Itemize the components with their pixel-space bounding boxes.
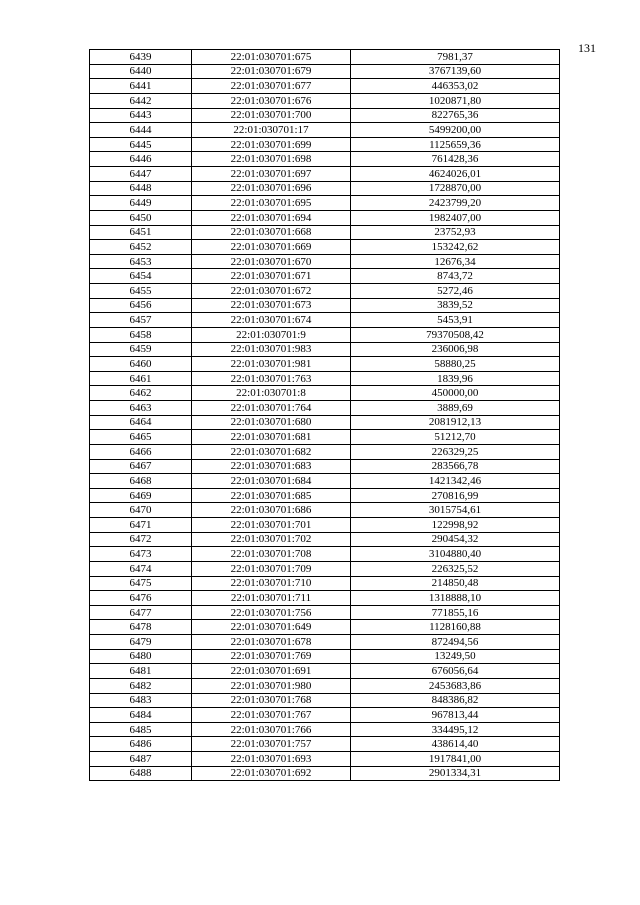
cadastral-value-cell: 7981,37	[351, 50, 560, 65]
table-row	[90, 635, 560, 650]
row-number-cell: 6468	[90, 474, 192, 489]
table-row	[90, 488, 560, 503]
row-number-cell: 6483	[90, 693, 192, 708]
cadastral-value-cell: 13249,50	[351, 649, 560, 664]
row-number-cell: 6459	[90, 342, 192, 357]
cadastral-value-cell: 1917841,00	[351, 752, 560, 767]
row-number-cell: 6465	[90, 430, 192, 445]
cadastral-number-cell: 22:01:030701:697	[192, 167, 351, 182]
row-number-cell: 6486	[90, 737, 192, 752]
table-row	[90, 415, 560, 430]
cadastral-number-cell: 22:01:030701:695	[192, 196, 351, 211]
row-number-cell: 6446	[90, 152, 192, 167]
row-number-cell: 6474	[90, 561, 192, 576]
cadastral-value-cell: 1318888,10	[351, 591, 560, 606]
cadastral-value-cell: 1125659,36	[351, 137, 560, 152]
row-number-cell: 6451	[90, 225, 192, 240]
row-number-cell: 6470	[90, 503, 192, 518]
table-row	[90, 386, 560, 401]
row-number-cell: 6485	[90, 722, 192, 737]
cadastral-number-cell: 22:01:030701:8	[192, 386, 351, 401]
table-row	[90, 401, 560, 416]
row-number-cell: 6482	[90, 678, 192, 693]
table-row	[90, 444, 560, 459]
cadastral-value-cell: 283566,78	[351, 459, 560, 474]
table-row	[90, 93, 560, 108]
row-number-cell: 6454	[90, 269, 192, 284]
cadastral-number-cell: 22:01:030701:668	[192, 225, 351, 240]
cadastral-value-cell: 1421342,46	[351, 474, 560, 489]
table-row	[90, 693, 560, 708]
table-row	[90, 152, 560, 167]
cadastral-number-cell: 22:01:030701:694	[192, 210, 351, 225]
row-number-cell: 6447	[90, 167, 192, 182]
cadastral-value-cell: 676056,64	[351, 664, 560, 679]
row-number-cell: 6466	[90, 444, 192, 459]
row-number-cell: 6457	[90, 313, 192, 328]
table-row	[90, 313, 560, 328]
cadastral-value-cell: 761428,36	[351, 152, 560, 167]
row-number-cell: 6441	[90, 79, 192, 94]
row-number-cell: 6439	[90, 50, 192, 65]
cadastral-number-cell: 22:01:030701:757	[192, 737, 351, 752]
cadastral-number-cell: 22:01:030701:678	[192, 635, 351, 650]
row-number-cell: 6477	[90, 605, 192, 620]
cadastral-number-cell: 22:01:030701:766	[192, 722, 351, 737]
cadastral-number-cell: 22:01:030701:679	[192, 64, 351, 79]
cadastral-value-cell: 8743,72	[351, 269, 560, 284]
cadastral-number-cell: 22:01:030701:980	[192, 678, 351, 693]
row-number-cell: 6481	[90, 664, 192, 679]
table-row	[90, 167, 560, 182]
row-number-cell: 6445	[90, 137, 192, 152]
cadastral-value-cell: 3889,69	[351, 401, 560, 416]
cadastral-number-cell: 22:01:030701:700	[192, 108, 351, 123]
cadastral-value-cell: 290454,32	[351, 532, 560, 547]
row-number-cell: 6460	[90, 357, 192, 372]
cadastral-value-cell: 2081912,13	[351, 415, 560, 430]
cadastral-value-cell: 236006,98	[351, 342, 560, 357]
cadastral-number-cell: 22:01:030701:677	[192, 79, 351, 94]
row-number-cell: 6444	[90, 123, 192, 138]
table-row	[90, 210, 560, 225]
cadastral-value-cell: 3015754,61	[351, 503, 560, 518]
cadastral-number-cell: 22:01:030701:709	[192, 561, 351, 576]
row-number-cell: 6453	[90, 254, 192, 269]
row-number-cell: 6449	[90, 196, 192, 211]
cadastral-number-cell: 22:01:030701:671	[192, 269, 351, 284]
table-row	[90, 430, 560, 445]
cadastral-value-cell: 226329,25	[351, 444, 560, 459]
table-row	[90, 532, 560, 547]
cadastral-value-cell: 12676,34	[351, 254, 560, 269]
cadastral-value-cell: 446353,02	[351, 79, 560, 94]
table-row	[90, 50, 560, 65]
row-number-cell: 6479	[90, 635, 192, 650]
cadastral-number-cell: 22:01:030701:756	[192, 605, 351, 620]
table-row	[90, 518, 560, 533]
table-row	[90, 459, 560, 474]
table-row	[90, 64, 560, 79]
row-number-cell: 6458	[90, 327, 192, 342]
cadastral-value-cell: 51212,70	[351, 430, 560, 445]
table-row	[90, 708, 560, 723]
cadastral-value-cell: 872494,56	[351, 635, 560, 650]
cadastral-value-cell: 5272,46	[351, 284, 560, 299]
table-row	[90, 722, 560, 737]
row-number-cell: 6467	[90, 459, 192, 474]
cadastral-value-cell: 4624026,01	[351, 167, 560, 182]
table-row	[90, 766, 560, 781]
cadastral-number-cell: 22:01:030701:9	[192, 327, 351, 342]
row-number-cell: 6461	[90, 371, 192, 386]
cadastral-number-cell: 22:01:030701:764	[192, 401, 351, 416]
table-row	[90, 371, 560, 386]
cadastral-value-cell: 226325,52	[351, 561, 560, 576]
cadastral-number-cell: 22:01:030701:696	[192, 181, 351, 196]
cadastral-number-cell: 22:01:030701:685	[192, 488, 351, 503]
cadastral-number-cell: 22:01:030701:683	[192, 459, 351, 474]
row-number-cell: 6475	[90, 576, 192, 591]
row-number-cell: 6452	[90, 240, 192, 255]
cadastral-number-cell: 22:01:030701:673	[192, 298, 351, 313]
cadastral-number-cell: 22:01:030701:698	[192, 152, 351, 167]
cadastral-value-cell: 334495,12	[351, 722, 560, 737]
cadastral-value-cell: 2423799,20	[351, 196, 560, 211]
table-row	[90, 79, 560, 94]
table-row	[90, 591, 560, 606]
cadastral-number-cell: 22:01:030701:680	[192, 415, 351, 430]
row-number-cell: 6480	[90, 649, 192, 664]
table-row	[90, 576, 560, 591]
row-number-cell: 6455	[90, 284, 192, 299]
table-row	[90, 678, 560, 693]
table-row	[90, 664, 560, 679]
table-row	[90, 284, 560, 299]
cadastral-value-cell: 1982407,00	[351, 210, 560, 225]
row-number-cell: 6463	[90, 401, 192, 416]
row-number-cell: 6448	[90, 181, 192, 196]
cadastral-value-cell: 214850,48	[351, 576, 560, 591]
cadastral-value-cell: 822765,36	[351, 108, 560, 123]
cadastral-number-cell: 22:01:030701:699	[192, 137, 351, 152]
row-number-cell: 6484	[90, 708, 192, 723]
table-body	[90, 50, 560, 781]
cadastral-value-cell: 5499200,00	[351, 123, 560, 138]
cadastral-number-cell: 22:01:030701:691	[192, 664, 351, 679]
cadastral-number-cell: 22:01:030701:675	[192, 50, 351, 65]
cadastral-number-cell: 22:01:030701:702	[192, 532, 351, 547]
table-row	[90, 649, 560, 664]
cadastral-value-cell: 3104880,40	[351, 547, 560, 562]
cadastral-value-cell: 1839,96	[351, 371, 560, 386]
table-row	[90, 225, 560, 240]
cadastral-value-cell: 122998,92	[351, 518, 560, 533]
cadastral-number-cell: 22:01:030701:17	[192, 123, 351, 138]
row-number-cell: 6487	[90, 752, 192, 767]
table-row	[90, 269, 560, 284]
cadastral-value-cell: 3839,52	[351, 298, 560, 313]
row-number-cell: 6471	[90, 518, 192, 533]
table-row	[90, 327, 560, 342]
table-row	[90, 752, 560, 767]
cadastral-number-cell: 22:01:030701:983	[192, 342, 351, 357]
cadastral-value-table	[89, 49, 560, 781]
cadastral-value-cell: 450000,00	[351, 386, 560, 401]
cadastral-number-cell: 22:01:030701:669	[192, 240, 351, 255]
cadastral-value-cell: 1128160,88	[351, 620, 560, 635]
row-number-cell: 6456	[90, 298, 192, 313]
table-row	[90, 123, 560, 138]
cadastral-value-cell: 1728870,00	[351, 181, 560, 196]
row-number-cell: 6450	[90, 210, 192, 225]
cadastral-value-cell: 5453,91	[351, 313, 560, 328]
table-row	[90, 342, 560, 357]
cadastral-number-cell: 22:01:030701:767	[192, 708, 351, 723]
cadastral-value-cell: 438614,40	[351, 737, 560, 752]
cadastral-value-cell: 3767139,60	[351, 64, 560, 79]
table-row	[90, 737, 560, 752]
cadastral-value-cell: 1020871,80	[351, 93, 560, 108]
row-number-cell: 6469	[90, 488, 192, 503]
cadastral-number-cell: 22:01:030701:981	[192, 357, 351, 372]
row-number-cell: 6472	[90, 532, 192, 547]
cadastral-number-cell: 22:01:030701:674	[192, 313, 351, 328]
cadastral-number-cell: 22:01:030701:672	[192, 284, 351, 299]
cadastral-number-cell: 22:01:030701:693	[192, 752, 351, 767]
row-number-cell: 6478	[90, 620, 192, 635]
cadastral-value-cell: 2453683,86	[351, 678, 560, 693]
cadastral-number-cell: 22:01:030701:681	[192, 430, 351, 445]
cadastral-number-cell: 22:01:030701:692	[192, 766, 351, 781]
row-number-cell: 6476	[90, 591, 192, 606]
table-row	[90, 503, 560, 518]
cadastral-number-cell: 22:01:030701:763	[192, 371, 351, 386]
row-number-cell: 6442	[90, 93, 192, 108]
table-row	[90, 561, 560, 576]
cadastral-number-cell: 22:01:030701:682	[192, 444, 351, 459]
cadastral-value-cell: 58880,25	[351, 357, 560, 372]
cadastral-number-cell: 22:01:030701:676	[192, 93, 351, 108]
table-row	[90, 547, 560, 562]
cadastral-value-cell: 270816,99	[351, 488, 560, 503]
row-number-cell: 6464	[90, 415, 192, 430]
cadastral-number-cell: 22:01:030701:649	[192, 620, 351, 635]
cadastral-value-cell: 771855,16	[351, 605, 560, 620]
cadastral-number-cell: 22:01:030701:708	[192, 547, 351, 562]
cadastral-number-cell: 22:01:030701:768	[192, 693, 351, 708]
row-number-cell: 6440	[90, 64, 192, 79]
table-row	[90, 357, 560, 372]
row-number-cell: 6443	[90, 108, 192, 123]
table-row	[90, 240, 560, 255]
table-row	[90, 605, 560, 620]
cadastral-number-cell: 22:01:030701:686	[192, 503, 351, 518]
cadastral-value-cell: 2901334,31	[351, 766, 560, 781]
cadastral-number-cell: 22:01:030701:684	[192, 474, 351, 489]
cadastral-value-cell: 23752,93	[351, 225, 560, 240]
table-row	[90, 181, 560, 196]
page-number: 131	[578, 41, 596, 55]
cadastral-value-cell: 848386,82	[351, 693, 560, 708]
table-row	[90, 108, 560, 123]
cadastral-value-cell: 153242,62	[351, 240, 560, 255]
row-number-cell: 6462	[90, 386, 192, 401]
row-number-cell: 6473	[90, 547, 192, 562]
cadastral-number-cell: 22:01:030701:711	[192, 591, 351, 606]
cadastral-value-cell: 967813,44	[351, 708, 560, 723]
table-row	[90, 298, 560, 313]
table-row	[90, 474, 560, 489]
row-number-cell: 6488	[90, 766, 192, 781]
cadastral-number-cell: 22:01:030701:710	[192, 576, 351, 591]
cadastral-value-cell: 79370508,42	[351, 327, 560, 342]
table-row	[90, 620, 560, 635]
cadastral-number-cell: 22:01:030701:769	[192, 649, 351, 664]
table-row	[90, 196, 560, 211]
table-row	[90, 137, 560, 152]
cadastral-number-cell: 22:01:030701:670	[192, 254, 351, 269]
table-row	[90, 254, 560, 269]
cadastral-number-cell: 22:01:030701:701	[192, 518, 351, 533]
